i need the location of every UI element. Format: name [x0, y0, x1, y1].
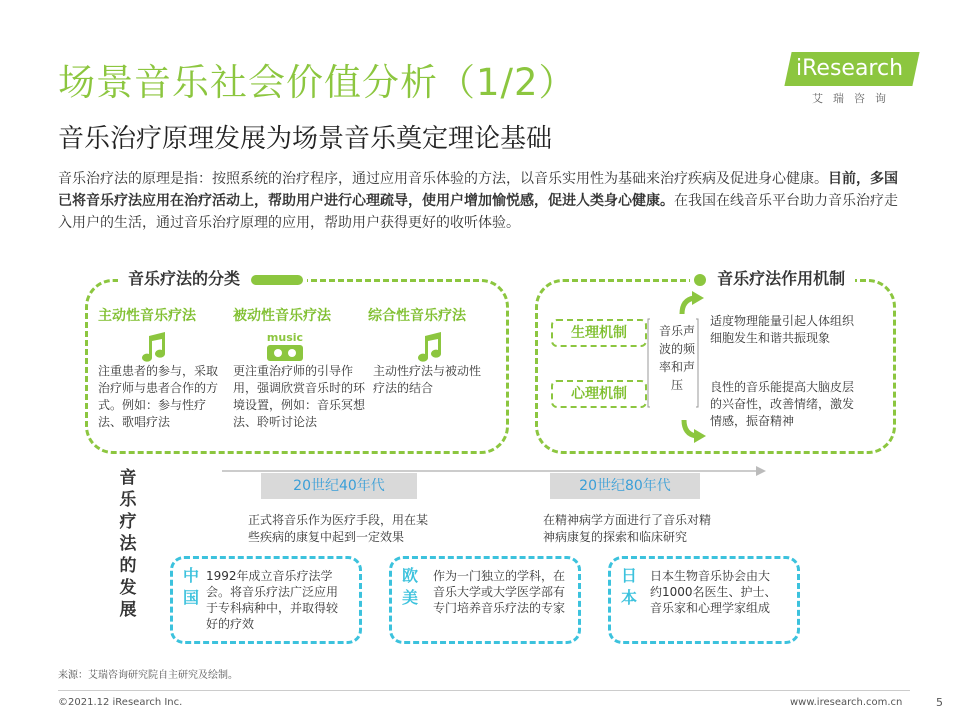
curved-arrow-up-icon	[678, 290, 706, 316]
category-passive-desc: 更注重治疗师的引导作用，强调欣赏音乐时的环境设置，例如：音乐冥想法、聆听讨论法	[233, 364, 366, 429]
region-desc-japan: 日本生物音乐协会由大约1000名医生、护士、音乐家和心理学家组成	[650, 569, 777, 615]
intro-text-1: 音乐治疗法的原理是指：按照系统的治疗程序，通过应用音乐体验的方法，以音乐实用性为基础来治疗疾病及促进身心健康。	[58, 171, 828, 187]
region-desc-china: 1992年成立音乐疗法学会。将音乐疗法广泛应用于专科病种中，并取得较好的疗效	[206, 569, 339, 631]
website-text: www.iresearch.com.cn	[790, 697, 903, 708]
psycho-effect-text: 良性的音乐能提高大脑皮层的兴奋性，改善情绪，激发情感，振奋精神	[710, 380, 855, 428]
psycho-mechanism-box: 心理机制	[551, 380, 647, 408]
physio-mechanism-box: 生理机制	[551, 319, 647, 347]
category-passive-title: 被动性音乐疗法	[233, 308, 331, 324]
intro-paragraph	[58, 168, 910, 234]
music-note-icon	[411, 330, 451, 366]
footer-divider	[58, 690, 910, 691]
iresearch-logo	[788, 52, 916, 110]
era-label-1980s: 20世纪80年代	[550, 473, 700, 499]
development-label: 音乐疗法的发展	[119, 468, 137, 620]
page-number: 5	[936, 696, 943, 709]
page-title: 场景音乐社会价值分析（1/2）	[58, 61, 577, 104]
classification-heading	[118, 266, 307, 289]
era-desc-1940s: 正式将音乐作为医疗手段，用在某些疾病的康复中起到一定效果	[248, 513, 429, 544]
heading-decor-dot	[694, 274, 706, 286]
intro-text-bold: 目前，多国已将音乐疗法应用在治疗活动上，帮助用户进行心理疏导，使用户增加愉悦感，促进人类身心健康。	[58, 171, 898, 209]
region-name-west: 欧美	[401, 566, 418, 607]
source-note: 来源：艾瑞咨询研究院自主研究及绘制。	[58, 670, 238, 681]
category-combined-desc: 主动性疗法与被动性疗法的结合	[373, 364, 482, 395]
curved-arrow-down-icon	[680, 418, 708, 444]
mechanism-heading	[690, 266, 855, 289]
page-subtitle: 音乐治疗原理发展为场景音乐奠定理论基础	[58, 124, 553, 154]
region-name-china: 中国	[182, 566, 199, 607]
music-note-icon	[135, 330, 175, 366]
era-desc-1980s: 在精神病学方面进行了音乐对精神病康复的探索和临床研究	[543, 513, 712, 544]
category-active-desc: 注重患者的参与，采取治疗师与患者合作的方式。例如：参与性疗法、歌唱疗法	[98, 364, 219, 429]
region-desc-west: 作为一门独立的学科，在音乐大学或大学医学部有专门培养音乐疗法的专家	[433, 569, 566, 615]
heading-decor-pill	[251, 275, 303, 285]
center-factor-text: 音乐声波的频率和声压	[659, 324, 696, 392]
category-active-title: 主动性音乐疗法	[98, 308, 196, 324]
cassette-icon-text: music	[266, 331, 304, 344]
logo-wordmark: iResearch	[796, 56, 904, 81]
physio-effect-text: 适度物理能量引起人体组织细胞发生和谐共振现象	[710, 314, 855, 345]
copyright-text: ©2021.12 iResearch Inc.	[58, 697, 183, 708]
classification-heading-text: 音乐疗法的分类	[122, 269, 246, 288]
mechanism-heading-text: 音乐疗法作用机制	[711, 269, 851, 288]
category-combined-title: 综合性音乐疗法	[368, 308, 466, 324]
intro-text-3: 在我国在线音乐平台助力音乐治疗走入用户的生活，通过音乐治疗原理的应用，帮助用户获得更好的收听体验。	[58, 193, 898, 231]
music-cassette-icon	[263, 330, 307, 366]
region-name-japan: 日本	[620, 566, 637, 607]
logo-chinese: 艾瑞咨询	[812, 92, 896, 105]
era-label-1940s: 20世纪40年代	[261, 473, 417, 499]
